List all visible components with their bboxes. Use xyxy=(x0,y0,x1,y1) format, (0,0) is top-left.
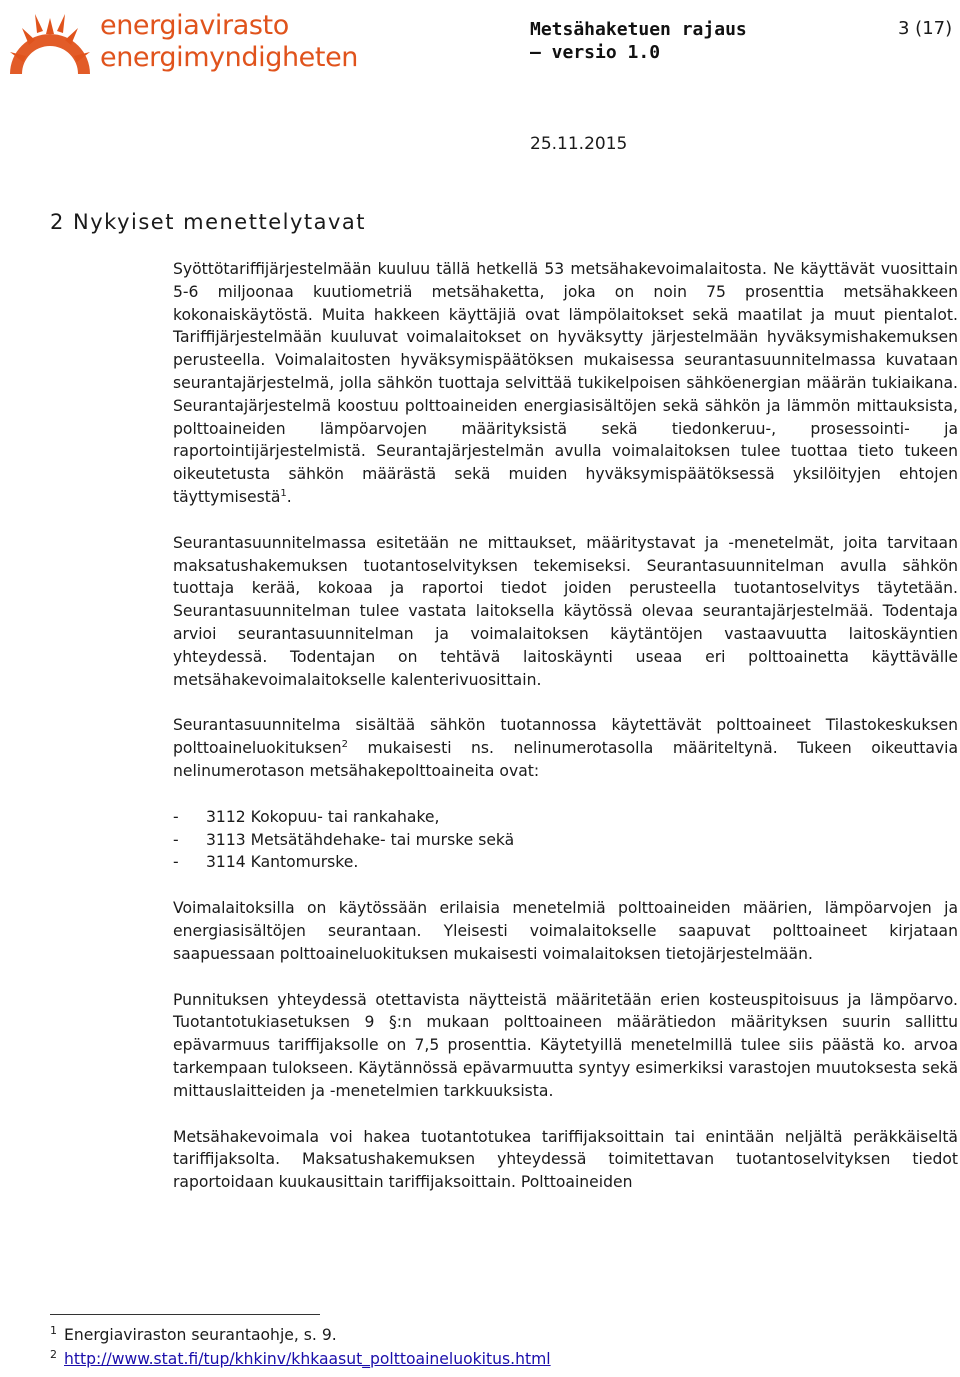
footnote-1 xyxy=(50,1324,337,1344)
paragraph-1 xyxy=(173,258,958,509)
list-dash: - xyxy=(173,853,179,872)
footnote-number: 1 xyxy=(50,1324,57,1337)
footnote-ref-2[interactable]: 2 xyxy=(341,738,349,750)
footnote-2 xyxy=(50,1348,551,1368)
footnote-link[interactable]: http://www.stat.fi/tup/khkinv/khkaasut_polttoaineluokitus.html xyxy=(64,1350,551,1368)
paragraph-4: Voimalaitoksilla on käytössään erilaisia menetelmiä polttoaineiden määrien, lämpöarvojen ja energiasisältöjen seurantaan. Yleisesti voimalaitokselle saapuvat polttoaineet kirjataan saapuessaan polttoaineluokituksen mukaisesti voimalaitoksen tietojärjestelmään. xyxy=(173,899,958,963)
paragraph-2: Seurantasuunnitelmassa esitetään ne mittaukset, määritystavat ja -menetelmät, joita tarvitaan maksatushakemuksen tuotantoselvityksen tekemiseksi. Seurantasuunnitelman avulla sähkön tuottaja kerää, kokoaa ja raportoi tiedot joiden perusteella tuotantoselvitys täytetään. Seurantasuunnitelman tulee vastata laitoksella käytössä olevaa seurantajärjestelmää. Todentaja arvioi seurantasuunnitelman ja voimalaitoksen käytäntöjen vastaavuutta laitoskäyntien yhteydessä. Todentajan on tehtävä laitoskäynti useaa eri polttoainetta käyttävälle metsähakevoimalaitokselle kalenterivuosittain. xyxy=(173,533,958,689)
page-number: 3 (17) xyxy=(898,18,953,39)
footnote-number: 2 xyxy=(50,1348,57,1361)
logo-text-swedish: energimyndigheten xyxy=(100,42,359,73)
sun-logo-icon xyxy=(8,10,92,76)
footnote-divider xyxy=(50,1314,320,1315)
document-version: – versio 1.0 xyxy=(530,42,661,63)
fuel-list xyxy=(173,806,958,874)
document-title: Metsähaketuen rajaus xyxy=(530,19,747,40)
document-date: 25.11.2015 xyxy=(530,134,628,154)
paragraph-3 xyxy=(173,714,958,782)
logo-text-finnish: energiavirasto xyxy=(100,10,289,41)
list-dash: - xyxy=(173,807,179,826)
list-item-text: 3112 Kokopuu- tai rankahake, xyxy=(206,807,440,826)
list-dash: - xyxy=(173,830,179,849)
paragraph-1-end: . xyxy=(286,487,292,506)
list-item-text: 3114 Kantomurske. xyxy=(206,853,359,872)
list-item xyxy=(173,806,958,829)
energiavirasto-logo xyxy=(8,8,359,80)
paragraph-5: Punnituksen yhteydessä otettavista näytteistä määritetään erien kosteuspitoisuus ja lämpöarvo. Tuotantotukiasetuksen 9 §:n mukaan polttoaineen määrätiedon määrityksen suurin sallittu epävarmuus tariffijaksolle on 7,5 prosenttia. Käytetyillä menetelmillä tulee siis päästä ko. arvoa tarkempaan tulokseen. Käytännössä epävarmuutta syntyy esimerkiksi varastojen muutoksesta sekä mittauslaitteiden ja -menetelmien tarkkuuksista. xyxy=(173,990,958,1100)
paragraph-3-text-b: mukaisesti ns. nelinumerotasolla määriteltynä. Tukeen oikeuttavia nelinumerotason metsähakepolttoaineita ovat: xyxy=(173,739,958,780)
paragraph-6: Metsähakevoimala voi hakea tuotantotukea tariffijaksoittain tai enintään neljältä peräkkäiseltä tariffijaksolta. Maksatushakemuksen yhteydessä toimitettavan tuotantoselvityksen tiedot raportoidaan kuukausittain tariffijaksoittain. Polttoaineiden xyxy=(173,1127,958,1192)
list-item xyxy=(173,851,958,874)
footnote-ref-1[interactable]: 1 xyxy=(280,487,287,499)
list-item-text: 3113 Metsätähdehake- tai murske sekä xyxy=(206,830,515,849)
paragraph-1-text: Syöttötariffijärjestelmään kuuluu tällä hetkellä 53 metsähakevoimalaitosta. Ne käyttävät vuosittain 5-6 miljoonaa kuutiometriä metsähaketta, joka on noin 75 prosenttia metsähakkeen kokonaiskäytöstä. Muita hakkeen käyttäjiä ovat lämpölaitokset sekä maatilat ja muut pientalot. Tariffijärjestelmään kuuluvat voimalaitokset on hyväksytty järjestelmään hyväksymishakemuksen perusteella. Voimalaitosten hyväksymispäätöksen mukaisessa seurantasuunnitelmassa kuvataan seurantajärjestelmä, jolla sähkön tuottaja selvittää tukikelpoisen sähköenergian määrän tukiaikana. Seurantajärjestelmä koostuu polttoaineiden energiasisältöjen sekä sähkön ja lämmön mittauksista, polttoaineiden lämpöarvojen määrityksistä sekä tiedonkeruu-, prosessointi- ja raportointijärjestelmistä. Seurantajärjestelmän avulla voimalaitoksen tulee tuottaa tieto tukeen oikeutetusta sähkön määrästä sekä muiden hyväksymispäätöksessä yksilöityjen ehtojen täyttymisestä xyxy=(173,260,958,506)
section-heading: 2 Nykyiset menettelytavat xyxy=(50,210,367,234)
paragraph-3-text-a: Seurantasuunnitelma sisältää sähkön tuotannossa käytettävät polttoaineet Tilastokeskuksen polttoaineluokituksen xyxy=(173,716,958,758)
list-item xyxy=(173,829,958,852)
document-body xyxy=(173,258,958,1217)
footnote-text: Energiaviraston seurantaohje, s. 9. xyxy=(64,1326,337,1344)
